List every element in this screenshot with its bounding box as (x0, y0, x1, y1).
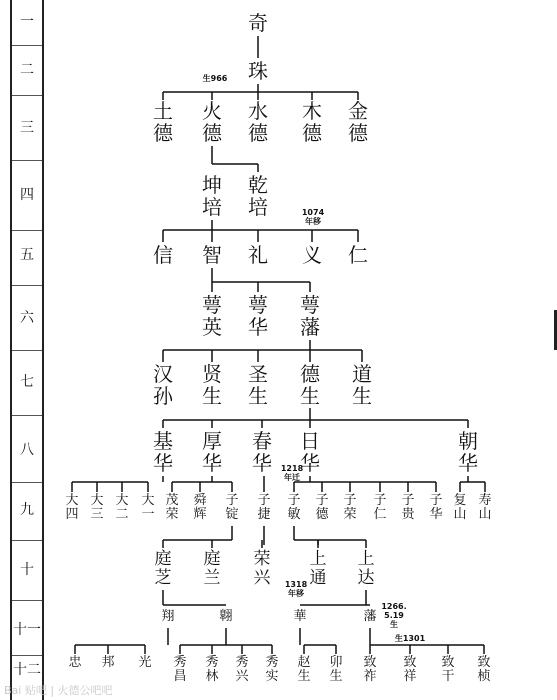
person-gen8-1: 基 华 (153, 429, 173, 475)
generation-label-4: 四 (20, 187, 34, 203)
person-gen6-1: 萼 英 (202, 293, 222, 339)
birth-note-gen11: 1266. 5.19 生 (381, 602, 407, 629)
person-gen7-2: 贤 生 (202, 362, 222, 408)
person-gen10-2: 庭 兰 (203, 549, 221, 588)
person-gen12-13: 致 桢 (477, 655, 491, 684)
person-gen11-4: 藩 (363, 609, 377, 624)
generation-label-9: 九 (20, 502, 34, 518)
generation-label-8: 八 (20, 442, 34, 458)
person-gen12-6: 秀 兴 (235, 655, 249, 684)
person-gen9-8: 子 捷 (257, 493, 271, 522)
person-gen12-2: 邦 (101, 655, 115, 670)
person-gen12-11: 致 祥 (403, 655, 417, 684)
generation-label-2: 二 (20, 62, 34, 78)
person-gen9-12: 子 仁 (373, 493, 387, 522)
person-gen9-7: 子 锭 (225, 493, 239, 522)
person-gen12-8: 赵 生 (297, 655, 311, 684)
person-gen12-1: 忠 (68, 655, 82, 670)
person-gen9-3: 大 二 (115, 493, 129, 522)
person-gen5-4: 义 (302, 243, 322, 267)
person-gen8-3: 春 华 (252, 429, 272, 475)
watermark: Bai 贴吧 | 火德公吧吧 (4, 684, 113, 697)
person-gen9-4: 大 一 (141, 493, 155, 522)
person-gen9-16: 寿 山 (478, 493, 492, 522)
person-gen9-10: 子 德 (315, 493, 329, 522)
person-gen8-5: 朝 华 (458, 429, 478, 475)
birth-note-gen2: 生966 (202, 74, 228, 83)
migration-note-gen10: 1318 年移 (284, 580, 308, 598)
person-gen7-4: 德 生 (300, 362, 320, 408)
generation-label-7: 七 (20, 374, 34, 390)
person-gen12-5: 秀 林 (205, 655, 219, 684)
person-gen9-6: 舜 辉 (193, 493, 207, 522)
person-gen12-7: 秀 实 (265, 655, 279, 684)
person-gen5-5: 仁 (348, 243, 368, 267)
generation-label-11: 十一 (13, 622, 41, 638)
person-gen10-5: 上 达 (357, 549, 375, 588)
person-gen7-3: 圣 生 (248, 362, 268, 408)
person-gen9-1: 大 四 (65, 493, 79, 522)
person-gen4-1: 坤 培 (202, 173, 222, 219)
person-gen7-5: 道 生 (352, 362, 372, 408)
person-gen5-3: 礼 (248, 243, 268, 267)
person-gen3-5: 金 德 (348, 99, 368, 145)
person-gen6-3: 萼 藩 (300, 293, 320, 339)
person-gen11-3: 華 (293, 609, 307, 624)
migration-note-gen8: 1218 年迁 (280, 464, 304, 482)
person-gen5-1: 信 (153, 243, 173, 267)
generation-label-1: 一 (20, 14, 34, 30)
person-gen10-3: 荣 兴 (253, 549, 271, 588)
generation-label-5: 五 (20, 247, 34, 263)
person-gen10-4: 上 通 (309, 549, 327, 588)
migration-note-gen4: 1074 年移 (301, 208, 325, 226)
person-gen6-2: 萼 华 (248, 293, 268, 339)
person-gen5-2: 智 (202, 243, 222, 267)
person-gen12-3: 光 (138, 655, 152, 670)
person-gen9-13: 子 贵 (401, 493, 415, 522)
person-gen9-2: 大 三 (90, 493, 104, 522)
person-gen12-12: 致 干 (441, 655, 455, 684)
generation-label-12: 十二 (13, 662, 41, 678)
person-gen11-1: 翔 (161, 609, 175, 624)
generation-label-6: 六 (20, 310, 34, 326)
person-gen9-9: 子 敏 (287, 493, 301, 522)
person-gen3-4: 木 德 (302, 99, 322, 145)
person-gen9-15: 复 山 (453, 493, 467, 522)
person-gen12-4: 秀 昌 (173, 655, 187, 684)
person-gen2: 珠 (248, 59, 268, 83)
person-gen7-1: 汉 孙 (153, 362, 173, 408)
person-gen3-3: 水 德 (248, 99, 268, 145)
person-gen8-4: 日 华 (300, 429, 320, 475)
person-gen8-2: 厚 华 (202, 429, 222, 475)
person-gen9-5: 茂 荣 (165, 493, 179, 522)
birth-note-gen12: 生1301 (394, 634, 426, 643)
person-gen9-11: 子 荣 (343, 493, 357, 522)
person-gen12-9: 卯 生 (329, 655, 343, 684)
person-gen4-2: 乾 培 (248, 173, 268, 219)
person-gen11-2: 翺 (219, 609, 233, 624)
generation-label-10: 十 (20, 562, 34, 578)
person-gen3-2: 火 德 (202, 99, 222, 145)
person-root: 奇 (248, 11, 268, 35)
person-gen12-10: 致 祚 (363, 655, 377, 684)
person-gen10-1: 庭 芝 (154, 549, 172, 588)
person-gen9-14: 子 华 (429, 493, 443, 522)
person-gen3-1: 土 德 (153, 99, 173, 145)
generation-label-3: 三 (20, 120, 34, 136)
